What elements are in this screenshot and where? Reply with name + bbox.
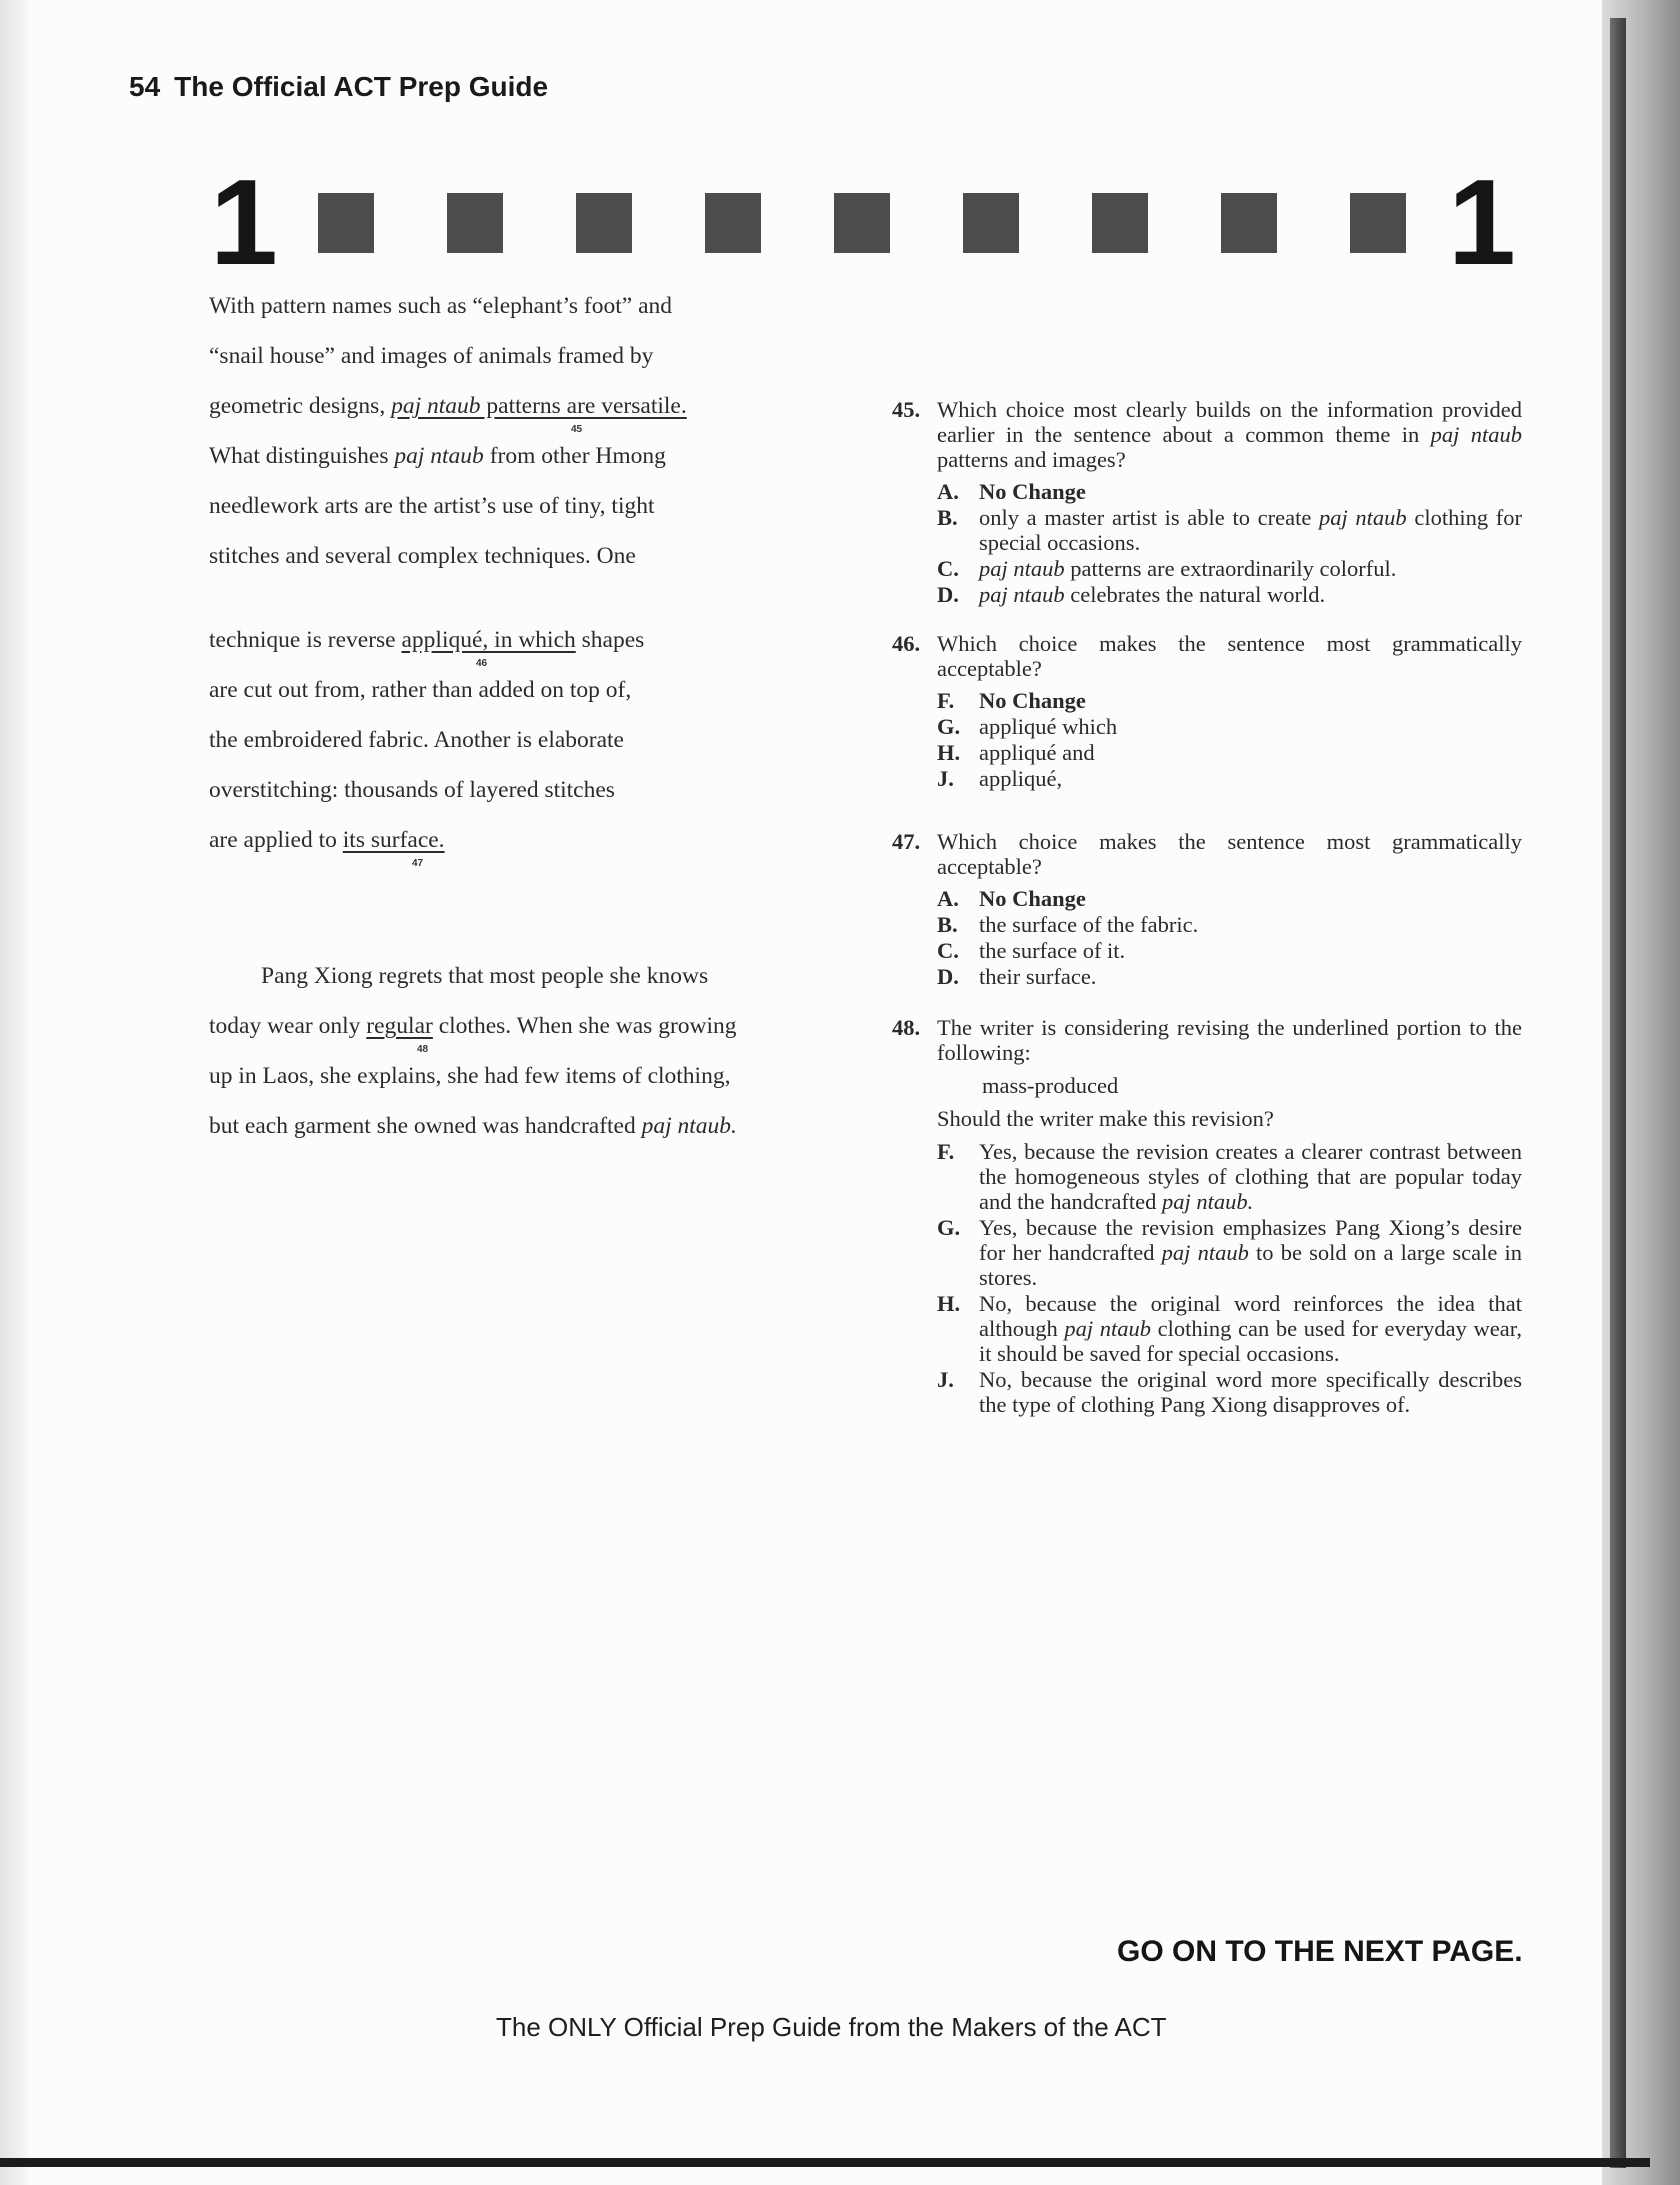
banner-square [1092, 193, 1148, 253]
page-number: 54 [129, 71, 161, 102]
footer-tagline: The ONLY Official Prep Guide from the Makers of the ACT [496, 2012, 1167, 2042]
banner-square [447, 193, 503, 253]
passage-line: stitches and several complex techniques. One [209, 543, 636, 569]
question-number: 45. [892, 397, 921, 422]
passage-line: the embroidered fabric. Another is elaborate [209, 727, 624, 753]
answer-option-a[interactable]: A. No Change [937, 886, 1086, 911]
answer-option-f[interactable]: F. Yes, because the revision creates a clearer contrast between the homogeneous styles of clothing that are popular today and the handcrafted paj ntaub. [937, 1139, 1522, 1214]
answer-option-j[interactable]: J. appliqué, [937, 766, 1063, 791]
answer-option-h[interactable]: H. appliqué and [937, 740, 1095, 765]
passage-line: are cut out from, rather than added on top of, [209, 677, 632, 703]
answer-option-j[interactable]: J. No, because the original word more specifically describes the type of clothing Pang Xiong disapproves of. [937, 1367, 1522, 1417]
question-46 [892, 631, 1522, 791]
question-marker-48: 48 [417, 1044, 429, 1055]
passage-line: needlework arts are the artist’s use of tiny, tight [209, 493, 655, 519]
page-edge-dark [1610, 18, 1626, 2168]
passage-line: geometric designs, paj ntaub patterns are versatile. [209, 393, 687, 419]
question-number: 47. [892, 829, 921, 854]
banner-square [705, 193, 761, 253]
question-stem: Which choice makes the sentence most grammatically acceptable? [937, 829, 1522, 879]
question-number: 48. [892, 1015, 921, 1040]
banner-square [1221, 193, 1277, 253]
section-number-left: 1 [210, 154, 278, 290]
go-on-notice: GO ON TO THE NEXT PAGE. [1117, 1935, 1523, 1968]
question-number: 46. [892, 631, 921, 656]
answer-option-d[interactable]: D. paj ntaub celebrates the natural world. [937, 582, 1326, 607]
answer-option-d[interactable]: D. their surface. [937, 964, 1097, 989]
banner-square [318, 193, 374, 253]
passage-line: What distinguishes paj ntaub from other Hmong [209, 443, 666, 469]
answer-option-g[interactable]: G. appliqué which [937, 714, 1118, 739]
underlined-portion-45: paj ntaub patterns are versatile. [391, 393, 687, 419]
underlined-portion-48: regular [366, 1013, 433, 1039]
banner-square [834, 193, 890, 253]
question-marker-45: 45 [571, 424, 583, 435]
answer-option-h[interactable]: H. No, because the original word reinforces the idea that although paj ntaub clothing can be used for everyday wear, it should be saved for special occasions. [937, 1291, 1522, 1366]
question-45 [892, 397, 1522, 607]
answer-option-f[interactable]: F. No Change [937, 688, 1086, 713]
passage-line: “snail house” and images of animals framed by [209, 343, 654, 369]
passage-line: overstitching: thousands of layered stitches [209, 777, 615, 803]
answer-option-c[interactable]: C. paj ntaub patterns are extraordinarily colorful. [937, 556, 1397, 581]
banner-square [576, 193, 632, 253]
question-47 [892, 829, 1522, 989]
passage-line: but each garment she owned was handcrafted paj ntaub. [209, 1113, 737, 1139]
passage-line: are applied to its surface. [209, 827, 445, 853]
answer-option-g[interactable]: G. Yes, because the revision emphasizes Pang Xiong’s desire for her handcrafted paj ntaub to be sold on a large scale in stores. [937, 1215, 1522, 1290]
question-marker-47: 47 [412, 858, 424, 869]
passage-line: Pang Xiong regrets that most people she knows [261, 963, 709, 989]
passage-line: up in Laos, she explains, she had few items of clothing, [209, 1063, 731, 1089]
bottom-rule [0, 2158, 1650, 2167]
answer-option-c[interactable]: C. the surface of it. [937, 938, 1126, 963]
section-number-right: 1 [1448, 154, 1516, 290]
answer-option-b[interactable]: B. only a master artist is able to create paj ntaub clothing for special occasions. [937, 505, 1523, 555]
question-stem: Which choice most clearly builds on the information provided earlier in the sentence about a common theme in paj ntaub patterns and images? [937, 397, 1522, 472]
passage-line: With pattern names such as “elephant’s foot” and [209, 293, 673, 319]
revision-text: mass-produced [982, 1073, 1119, 1098]
question-stem: Which choice makes the sentence most grammatically acceptable? [937, 631, 1522, 681]
banner-square [1350, 193, 1406, 253]
question-stem: The writer is considering revising the underlined portion to the following: [937, 1015, 1522, 1065]
question-48 [892, 1015, 1522, 1417]
passage-line: today wear only regular clothes. When she was growing [209, 1013, 737, 1039]
passage-line: technique is reverse appliqué, in which shapes [209, 627, 645, 653]
book-title: The Official ACT Prep Guide [174, 71, 549, 102]
underlined-portion-46: appliqué, in which [401, 627, 576, 653]
running-header [129, 71, 548, 103]
answer-option-b[interactable]: B. the surface of the fabric. [937, 912, 1199, 937]
answer-option-a[interactable]: A. No Change [937, 479, 1086, 504]
revision-question: Should the writer make this revision? [937, 1106, 1274, 1131]
book-binding-shadow [0, 0, 28, 2185]
question-marker-46: 46 [476, 658, 488, 669]
banner-square [963, 193, 1019, 253]
underlined-portion-47: its surface. [342, 827, 445, 853]
